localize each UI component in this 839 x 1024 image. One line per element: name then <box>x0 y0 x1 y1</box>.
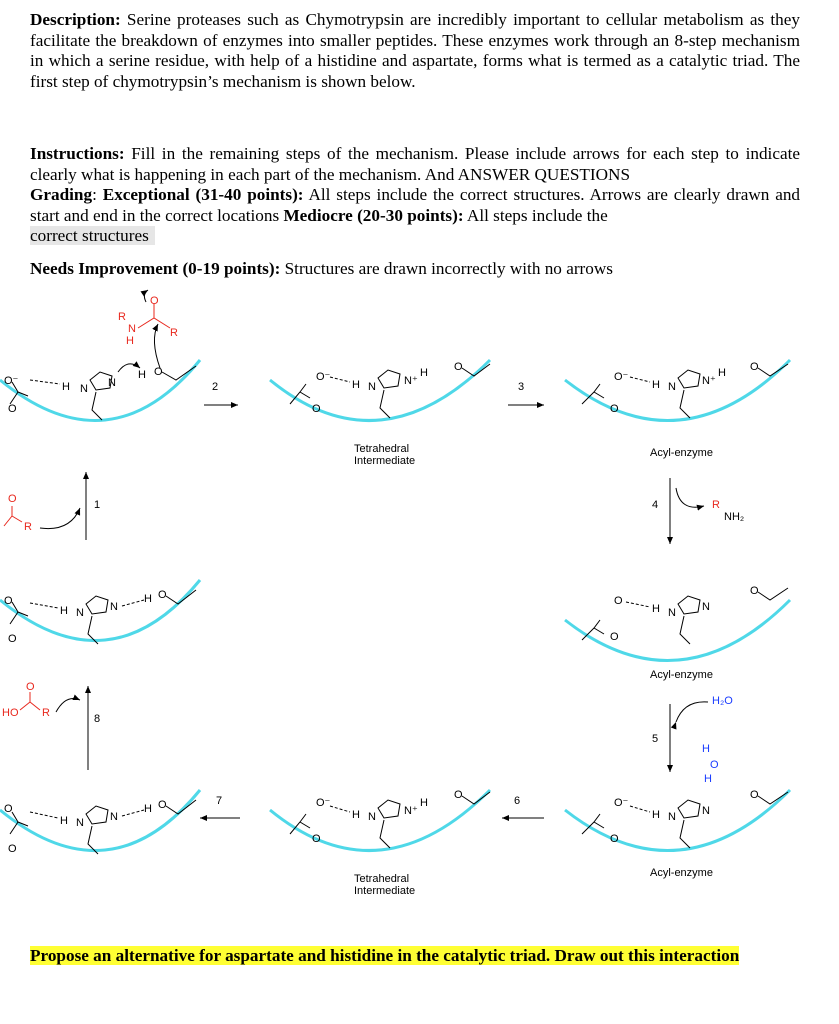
description-label: Description: <box>30 10 121 29</box>
asp-o-7: O <box>4 803 13 815</box>
ser-o-2: O <box>454 361 463 373</box>
instructions-label: Instructions: <box>30 144 125 163</box>
asp-o-6: O <box>312 833 321 845</box>
his-n-5: N <box>668 811 676 823</box>
asp-o-minus-2: O⁻ <box>316 371 331 383</box>
enzyme-pocket-1 <box>0 360 200 421</box>
leaving-nh2: NH₂ <box>724 511 745 523</box>
grading-label: Grading <box>30 185 93 204</box>
his-h2-3: H <box>718 367 726 379</box>
asp-o-1: O <box>8 403 17 415</box>
grading-exceptional-label: Exceptional (31-40 points): <box>102 185 304 204</box>
enzyme-pocket-4 <box>565 600 790 661</box>
acyl-enzyme-label-2: Acyl-enzyme <box>650 669 713 681</box>
water-o: O <box>710 759 719 771</box>
tetrahedral-label-1: Tetrahedral <box>354 443 410 455</box>
his-n-4: N <box>668 607 676 619</box>
step-number-5: 5 <box>652 733 659 745</box>
substrate-n-1: N <box>128 323 136 335</box>
ser-o-7: O <box>158 799 167 811</box>
step-number-3: 3 <box>518 381 525 393</box>
water-h1: H <box>702 743 710 755</box>
his-n-7: N <box>76 817 84 829</box>
his-n2-5: N <box>702 805 710 817</box>
leaving-r: R <box>712 499 720 511</box>
his-n-3: N <box>668 381 676 393</box>
released-acid-o: O <box>26 681 35 693</box>
grading-needs-label: Needs Improvement (0-19 points): <box>30 259 281 278</box>
step-number-4: 4 <box>652 499 659 511</box>
ser-o-5: O <box>750 789 759 801</box>
step-number-8: 8 <box>94 713 101 725</box>
grading-exceptional-text: All steps include the correct structures. Arrows are clearly drawn and start and end in the correct locations <box>30 185 801 225</box>
step-number-2: 2 <box>212 381 219 393</box>
his-h-4: H <box>652 603 660 615</box>
substrate-r2-1: R <box>170 327 178 339</box>
substrate-r-1: R <box>118 311 126 323</box>
his-n2-4: N <box>702 601 710 613</box>
his-nplus-3: N⁺ <box>702 375 716 387</box>
ser-o-3: O <box>750 361 759 373</box>
his-n2-7: N <box>110 811 118 823</box>
asp-o-minus-6: O⁻ <box>316 797 331 809</box>
his-n-8: N <box>76 607 84 619</box>
his-h-2: H <box>352 379 360 391</box>
ser-h-1: H <box>138 369 146 381</box>
asp-o2-4: O <box>610 631 619 643</box>
intermediate-label-2: Intermediate <box>354 885 416 897</box>
his-h2-6: H <box>420 797 428 809</box>
question-text: Propose an alternative for aspartate and histidine in the catalytic triad. Draw out this interaction <box>30 946 740 965</box>
instructions-text: Fill in the remaining steps of the mechanism. Please include arrows for each step to indicate clearly what is happening in each part of the mechanism. And ANSWER QUESTIONS <box>30 144 800 184</box>
grading-mediocre-label: Mediocre (20-30 points): <box>283 205 464 225</box>
his-n2-1: N <box>108 377 116 389</box>
his-h-3: H <box>652 379 660 391</box>
grading-needs-text: Structures are drawn incorrectly with no arrows <box>280 259 613 278</box>
his-h-5: H <box>652 809 660 821</box>
grading-colon: : <box>92 185 103 204</box>
asp-o2-8: O <box>8 633 17 645</box>
acyl-enzyme-label-1: Acyl-enzyme <box>650 447 713 459</box>
ser-o-4: O <box>750 585 759 597</box>
question-prompt <box>30 946 800 967</box>
asp-o-minus-3: O⁻ <box>614 371 629 383</box>
his-h-1: H <box>62 381 70 393</box>
his-n-1: N <box>80 383 88 395</box>
ser-o-1: O <box>154 366 163 378</box>
grading-mediocre-text-highlight: correct structures <box>30 226 155 245</box>
enzyme-pocket-7 <box>0 790 200 851</box>
released-acid-ho: HO <box>2 707 19 719</box>
ser-o-6: O <box>454 789 463 801</box>
asp-o-minus-1: O⁻ <box>4 375 19 387</box>
his-n-2: N <box>368 381 376 393</box>
asp-o-2: O <box>312 403 321 415</box>
description-text: Serine proteases such as Chymotrypsin are incredibly important to cellular metabolism as they facilitate the breakdown of enzymes into smaller peptides. These enzymes work through an 8-step mechanism in which a serine residue, with help of a histidine and aspartate, forms what is termed as a catalytic triad. The first step of chymotrypsin’s mechanism is shown below. <box>30 10 800 91</box>
intermediate-label-1: Intermediate <box>354 455 416 467</box>
his-n2-8: N <box>110 601 118 613</box>
his-h2-2: H <box>420 367 428 379</box>
ser-h-8: H <box>144 593 152 605</box>
substrate-h-1: H <box>126 335 134 347</box>
his-h-6: H <box>352 809 360 821</box>
asp-o-minus-5: O⁻ <box>614 797 629 809</box>
asp-o-5: O <box>610 833 619 845</box>
released-r-left: R <box>24 521 32 533</box>
asp-o-8: O <box>4 595 13 607</box>
acyl-enzyme-label-3: Acyl-enzyme <box>650 867 713 879</box>
his-h-7: H <box>60 815 68 827</box>
water-in: H₂O <box>712 695 733 707</box>
ser-h-7: H <box>144 803 152 815</box>
his-h-8: H <box>60 605 68 617</box>
enzyme-pocket-8 <box>0 580 200 641</box>
water-h2: H <box>704 773 712 785</box>
asp-o2-7: O <box>8 843 17 855</box>
substrate-o-1: O <box>150 295 159 307</box>
his-nplus-6: N⁺ <box>404 805 418 817</box>
step-number-1: 1 <box>94 499 101 511</box>
grading-mediocre-text: All steps include the <box>463 205 608 225</box>
ser-o-8: O <box>158 589 167 601</box>
tetrahedral-label-2: Tetrahedral <box>354 873 410 885</box>
asp-o-4: O <box>614 595 623 607</box>
asp-o-3: O <box>610 403 619 415</box>
step-number-6: 6 <box>514 795 521 807</box>
released-acid-r: R <box>42 707 50 719</box>
his-n-6: N <box>368 811 376 823</box>
his-nplus-2: N⁺ <box>404 375 418 387</box>
step-number-7: 7 <box>216 795 223 807</box>
released-o-left: O <box>8 493 17 505</box>
